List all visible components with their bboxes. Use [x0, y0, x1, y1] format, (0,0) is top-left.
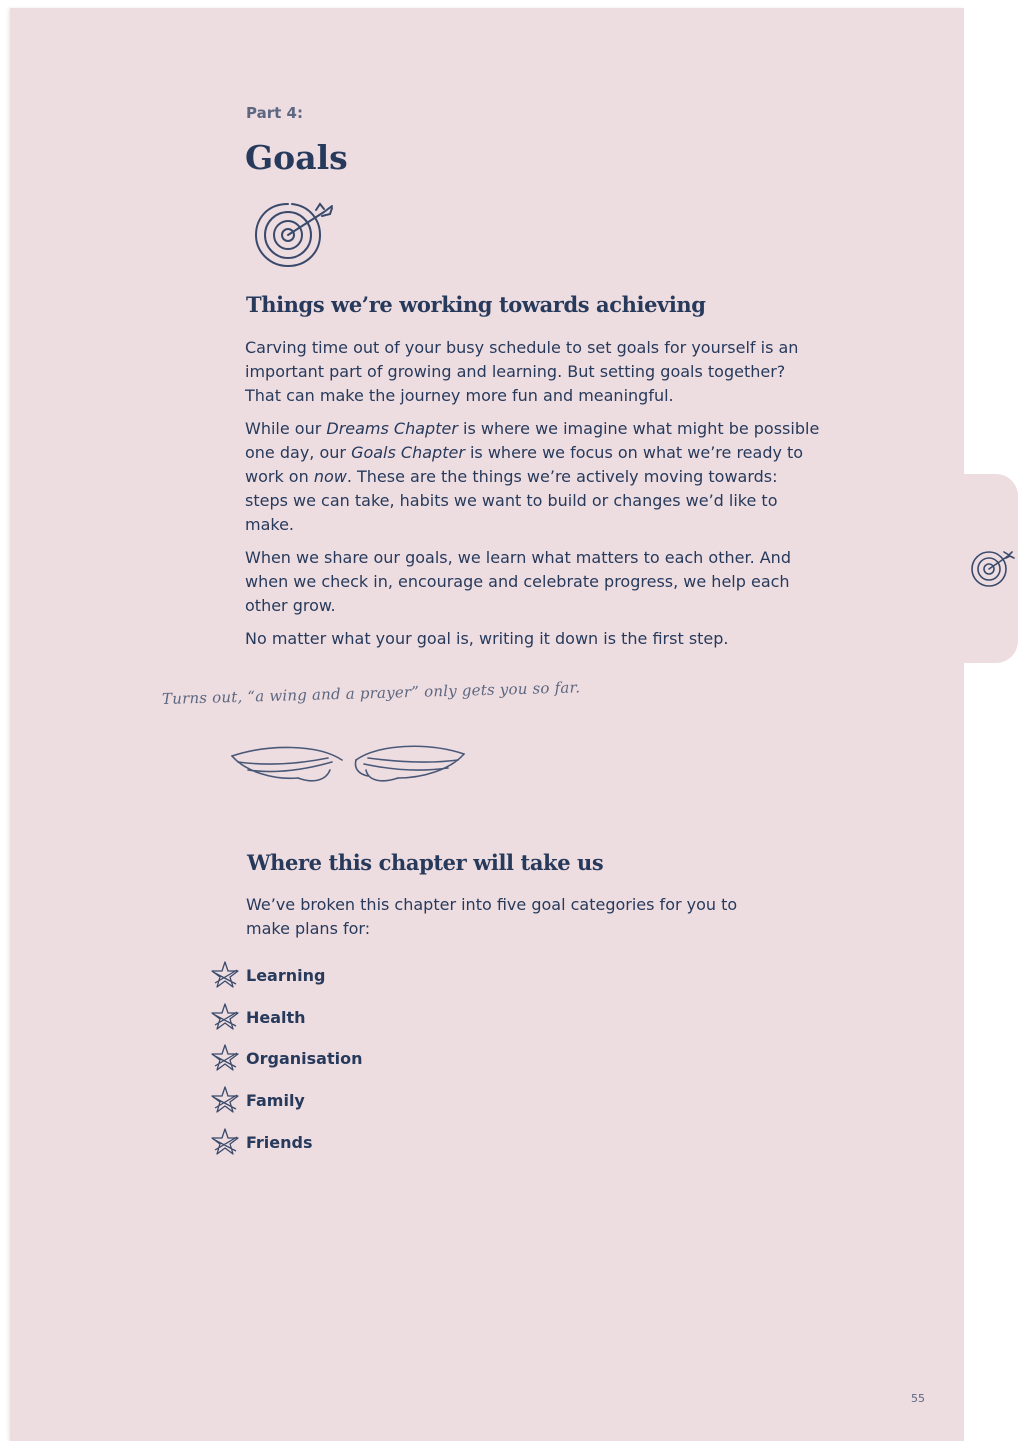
- body-paragraph: We’ve broken this chapter into five goal categories for you to make plans for:: [246, 895, 738, 938]
- goals-chapter-reference: Goals Chapter: [351, 443, 465, 462]
- part-label: Part 4:: [246, 104, 303, 122]
- target-arrow-icon: [252, 200, 338, 270]
- document-page: [10, 8, 964, 1441]
- list-item: [210, 1041, 362, 1075]
- page-title: Goals: [245, 138, 348, 177]
- body-paragraph: Carving time out of your busy schedule to set goals for yourself is an important part of growing and learning. But setting goals together? That can make the journey more fun and meaningful.: [245, 338, 799, 405]
- handwritten-quote: Turns out, “a wing and a prayer” only gets you so far.: [161, 678, 581, 708]
- star-icon: [210, 1043, 240, 1073]
- list-item: [210, 1000, 306, 1034]
- star-icon: [210, 1085, 240, 1115]
- target-arrow-icon: [968, 546, 1016, 590]
- category-label: Health: [246, 1007, 306, 1027]
- dreams-chapter-reference: Dreams Chapter: [326, 419, 458, 438]
- category-label: Learning: [246, 965, 326, 985]
- category-label: Family: [246, 1090, 305, 1110]
- section-heading: Where this chapter will take us: [247, 850, 604, 875]
- body-paragraph: No matter what your goal is, writing it down is the first step.: [245, 629, 729, 648]
- section-heading: Things we’re working towards achieving: [246, 292, 706, 317]
- body-paragraph: When we share our goals, we learn what matters to each other. And when we check in, encourage and celebrate progress, we help each other grow.: [245, 548, 791, 615]
- list-item: [210, 958, 325, 992]
- category-label: Organisation: [246, 1048, 363, 1068]
- category-label: Friends: [246, 1132, 313, 1152]
- list-item: [210, 1083, 305, 1117]
- body-paragraph: While our Dreams Chapter is where we imagine what might be possible one day, our Goals Chapter is where we focus on what we’re ready to work on now. These are the things we’re actively moving towards: steps we can take, habits we want to build or changes we’d like to make.: [245, 419, 820, 534]
- star-icon: [210, 1002, 240, 1032]
- page-number: 55: [911, 1392, 925, 1405]
- list-item: [210, 1125, 313, 1159]
- wings-icon: [228, 738, 468, 794]
- star-icon: [210, 960, 240, 990]
- star-icon: [210, 1127, 240, 1157]
